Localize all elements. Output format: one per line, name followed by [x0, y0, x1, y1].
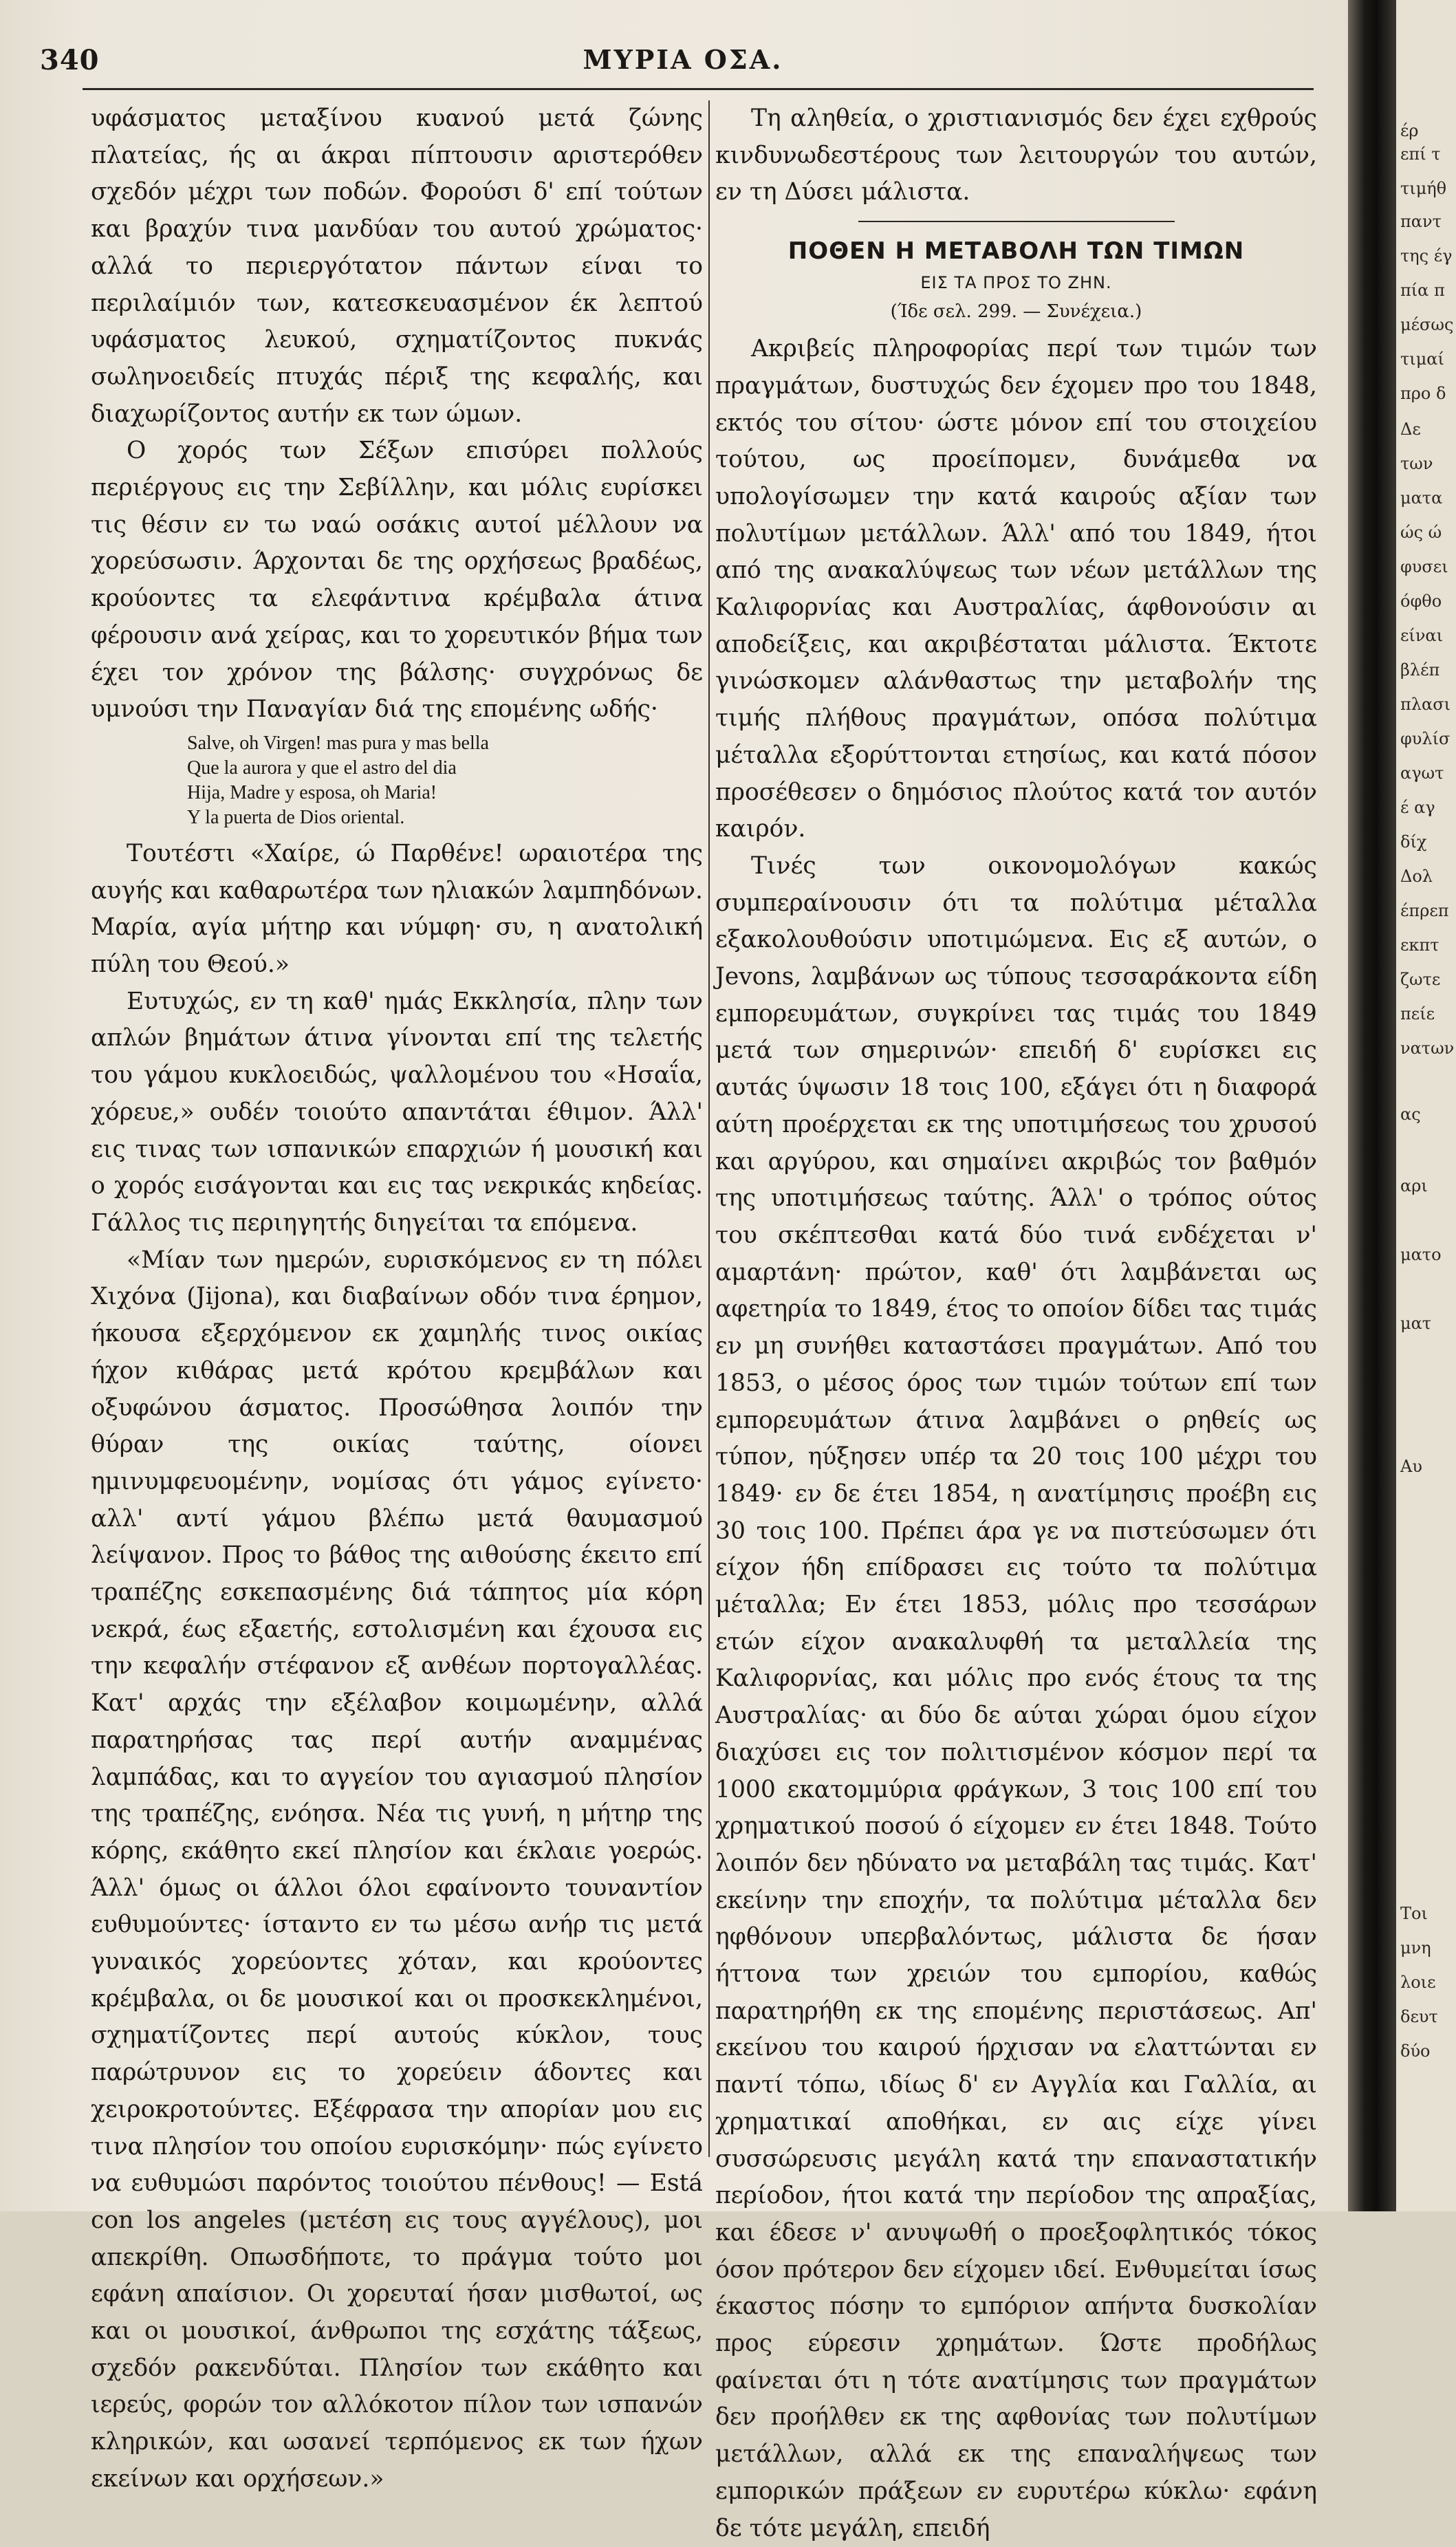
article-continuation-note: (Ίδε σελ. 299. — Συνέχεια.) — [890, 301, 1142, 323]
margin-fragment: τιμήθ — [1400, 179, 1447, 198]
left-column — [91, 100, 703, 2498]
header-rule — [83, 88, 1314, 90]
margin-fragment: φυλίσ — [1400, 729, 1450, 748]
margin-fragment: όφθο — [1400, 592, 1442, 611]
margin-fragment: ας — [1400, 1105, 1421, 1124]
page-number: 340 — [40, 44, 100, 76]
margin-fragment: πλασι — [1400, 695, 1450, 714]
paragraph: Τη αληθεία, ο χριστιανισμός δεν έχει εχθρούς κινδυνωδεστέρους των λειτουργών του αυτών, εν τη Δύσει μάλιστα. — [715, 105, 1317, 206]
margin-fragment: έ αγ — [1400, 798, 1435, 817]
margin-fragment: πείε — [1400, 1004, 1435, 1023]
margin-fragment: δευτ — [1400, 2007, 1438, 2026]
verse-line: Que la aurora y que el astro del dia — [187, 757, 457, 779]
margin-fragment: τιμαί — [1400, 349, 1444, 369]
article-title: ΠΟΘΕΝ Η ΜΕΤΑΒΟΛΗ ΤΩΝ ΤΙΜΩΝ — [787, 237, 1245, 265]
margin-fragment: έρ — [1400, 121, 1419, 140]
margin-fragment: ματα — [1400, 488, 1443, 508]
margin-fragment: ώς ώ — [1400, 523, 1442, 542]
paragraph: «Μίαν των ημερών, ευρισκόμενος εν τη πόλει Χιχόνα (Jijona), και διαβαίνων οδόν τινα έρημον, ήκουσα εξερχόμενον εκ χαμηλής τινος οικίας ήχον κιθάρας μετά κρότου κρεμβάλων και οξυφώνου άσματος. Προσώθησα λοιπόν την θύραν της οικίας ταύτης, οίονει ημινυμφευομένην, νομίσας ότι γάμος εγίνετο· αλλ' αντί γάμου βλέπω μετά θαυμασμού λείψανον. Προς το βάθος της αιθούσης έκειτο επί τραπέζης εσκεπασμένης διά τάπητος μία κόρη νεκρά, έως εξαετής, εστολισμένη και έχουσα εις την κεφαλήν στέφανον εξ ανθέων πορτογαλλέας. Κατ' αρχάς την εξέλαβον κοιμωμένην, αλλά παρατηρήσας τας περί αυτήν αναμμένας λαμπάδας, και το αγγείον του αγιασμού πλησίον της τραπέζης, ενόησα. Νέα τις γυνή, η μήτηρ της κόρης, εκάθητο εκεί πλησίον και έκλαιε γοερώς. Άλλ' όμως οι άλλοι όλοι εφαίνοντο τουναντίον ευθυμούντες· ίσταντο εν τω μέσω ανήρ τις μετά γυναικός χορεύοντες χόταν, και κρούοντες κρέμβαλα, οι δε μουσικοί και οι προσκεκλημένοι, σχηματίζοντες περί αυτούς κύκλον, τους παρώτρυνον εις το χορεύειν άδοντες και χειροκροτούντες. Εξέφρασα την απορίαν μου εις τινα πλησίον του οποίου ευρισκόμην· πώς εγίνετο να ευθυμώσι παρόντος τοιούτου πένθους! — Está con los angeles (μετέση εις τους αγγέλους), μοι απεκρίθη. Οπωσδήποτε, το πράγμα τούτο μοι εφάνη απαίσιον. Οι χορευταί ήσαν μισθωτοί, ως και οι μουσικοί, άνθρωποι της εσχάτης τάξεως, σχεδόν ρακενδύται. Πλησίον των εκάθητο και ιερεύς, φορών τον αλλόκοτον πίλον των ισπανών κληρικών, και ωσανεί τερπόμενος εκ των ήχων εκείνων και ορχήσεων.» — [91, 1246, 703, 2493]
next-page-margin — [1396, 0, 1456, 2211]
margin-fragment: παντ — [1400, 212, 1442, 231]
margin-fragment: Δε — [1400, 420, 1421, 439]
margin-fragment: φυσει — [1400, 557, 1448, 576]
paragraph: Τινές των οικονομολόγων κακώς συμπεραίνουσιν ότι τα πολύτιμα μέταλλα εξακολουθούσιν υποτιμώμενα. Εις εξ αυτών, ο Jevons, λαμβάνων ως τύπους τεσσαράκοντα είδη εμπορευμάτων, συγκρίνει τας τιμάς του 1849 μετά των σημερινών· επειδή δ' ευρίσκει εις αυτάς ύψωσιν 18 τοις 100, εξάγει ότι η διαφορά αύτη προέρχεται εκ της υποτιμήσεως του χρυσού και αργύρου, και σημαίνει ακριβώς τον βαθμόν της υποτιμήσεως ταύτης. Άλλ' ο τρόπος ούτος του σκέπτεσθαι κατά δύο τινά ενδέχεται ν' αμαρτάνη· πρώτον, καθ' ότι λαμβάνεται ως αφετηρία το 1849, έτος το οποίον δίδει τας τιμάς εν μη συνήθει καταστάσει πραγμάτων. Από του 1853, ο μέσος όρος των τιμών τούτων επί των εμπορευμάτων άτινα λαμβάνει ο ρηθείς ως τύπον, ηύξησεν υπέρ τα 20 τοις 100 μέχρι του 1849· εν δε έτει 1854, η ανατίμησις προέβη εις 30 τοις 100. Πρέπει άρα γε να πιστεύσωμεν ότι είχον ήδη επίδρασει εις τούτο τα πολύτιμα μέταλλα; Εν έτει 1853, μόλις προ τεσσάρων ετών είχον ανακαλυφθή τα μεταλλεία της Καλιφορνίας, και μόλις προ ενός έτους τα της Αυστραλίας· αι δύο δε αύται χώραι όμου είχον διαχύσει εις τον πολιτισμένον κόσμον περί τα 1000 εκατομμύρια φράγκων, 3 τοις 100 επί του χρηματικού ποσού ό είχομεν εν έτει 1848. Τούτο λοιπόν δεν ηδύνατο να μεταβάλη τας τιμάς. Κατ' εκείνην την εποχήν, τα πολύτιμα μέταλλα δεν ηφθόνουν υπερβαλόντως, μάλιστα δε ήσαν ήττονα των χρειών του εμπορίου, καθώς παρατηρήθη εκ της επομένης περιστάσεως. Απ' εκείνου του καιρού ήρχισαν να ελαττώνται εν παντί τόπω, ιδίως δ' εν Αγγλία και Γαλλία, αι χρηματικαί αποθήκαι, εν αις είχε γίνει συσσώρευσις μεγάλη κατά την επαναστατικήν περίοδον, ήτοι κατά την περίοδον της απραξίας, και έδεσε ν' ανυψωθή ο προεξοφλητικός τόκος όσον πρότερον δεν είχομεν ιδεί. Ενθυμείται ίσως έκαστος πόσην το εμπόριον απήντα δυσκολίαν προς εύρεσιν χρημάτων. Ώστε προδήλως φαίνεται ότι η τότε ανατίμησις των πραγμάτων δεν προήλθεν εκ της αφθονίας των πολυτίμων μετάλλων, αλλά εκ της επαναλήψεως των εμπορικών πράξεων εν ευρυτέρω κύκλω· εφάνη δε τότε μεγάλη, επειδή — [715, 852, 1317, 2542]
margin-fragment: δύο — [1400, 2041, 1431, 2061]
article-subtitle: ΕΙΣ ΤΑ ΠΡΟΣ ΤΟ ΖΗΝ. — [920, 273, 1112, 293]
running-title: ΜΥΡΙΑ ΟΣΑ. — [583, 44, 783, 75]
margin-fragment: είναι — [1400, 626, 1444, 645]
right-column — [715, 100, 1317, 2547]
margin-fragment: Δολ — [1400, 867, 1433, 886]
verse-line: Y la puerta de Dios oriental. — [187, 806, 405, 828]
verse-line: Salve, oh Virgen! mas pura y mas bella — [187, 732, 489, 754]
paragraph: Τουτέστι «Χαίρε, ώ Παρθένε! ωραιοτέρα της αυγής και καθαρωτέρα των ηλιακών λαμπηδόνων. Μαρία, αγία μήτηρ και νύμφη· συ, η ανατολική πύλη του Θεού.» — [91, 839, 703, 979]
margin-fragment: βλέπ — [1400, 660, 1440, 680]
paragraph: Ευτυχώς, εν τη καθ' ημάς Εκκλησία, πλην των απλών βημάτων άτινα γίνονται επί της τελετής του γάμου κυκλοειδώς, ψαλλομένου του «Ησαΐα, χόρευε,» ουδέν τοιούτο απαντάται έθιμον. Άλλ' εις τινας των ισπανικών επαρχιών ή μουσική και ο χορός εισάγονται και εις τας νεκρικάς κηδείας. Γάλλος τις περιηγητής διηγείται τα επόμενα. — [91, 987, 703, 1237]
margin-fragment: ματ — [1400, 1314, 1432, 1333]
margin-fragment: νατων — [1400, 1039, 1455, 1058]
margin-fragment: μέσως — [1400, 315, 1454, 334]
paragraph: Ακριβείς πληροφορίας περί των τιμών των πραγμάτων, δυστυχώς δεν έχομεν προ του 1848, εκτός του σίτου· ώστε μόνον επί του στοιχείου τούτου, ως προείπομεν, δυνάμεθα να υπολογίσωμεν την κατά καιρούς αξίαν των πολυτίμων μετάλλων. Άλλ' από του 1849, ήτοι από της ανακαλύψεως των νέων μετάλλων της Καλιφορνίας και Αυστραλίας, άφθονούσιν αι αποδείξεις, και ακριβέσταται μάλιστα. Έκτοτε γινώσκομεν αλάνθαστως την μεταβολήν της τιμής πλήθους πραγμάτων, οπόσα πολύτιμα μέταλλα εξορύττονται ετησίως, και κατά πόσον προσέθεσεν ο δημόσιος πλούτος κατά τον αυτόν καιρόν. — [715, 335, 1317, 843]
book-spine-shadow — [1348, 0, 1396, 2211]
margin-fragment: έπρεπ — [1400, 901, 1449, 920]
margin-fragment: ζωτε — [1400, 970, 1441, 989]
margin-fragment: ματο — [1400, 1245, 1442, 1264]
margin-fragment: εκπτ — [1400, 935, 1439, 955]
spanish-verse — [187, 731, 703, 830]
margin-fragment: πία π — [1400, 281, 1445, 300]
column-divider — [708, 100, 710, 2157]
page-header — [40, 36, 1326, 77]
paragraph: υφάσματος μεταξίνου κυανού μετά ζώνης πλατείας, ής αι άκραι πίπτουσιν αριστερόθεν σχεδόν μέχρι των ποδών. Φορούσι δ' επί τούτων και βραχύν τινα μανδύαν του αυτού χρώματος· αλλά το περιεργότατον πάντων είναι το περιλαίμιόν των, κατεσκευασμένον έκ λεπτού υφάσματος λευκού, σχηματίζοντος πυκνάς σωληνοειδείς πτυχάς πέριξ της κεφαλής, και διαχωρίζοντος αυτήν εκ των ώμων. — [91, 105, 703, 428]
margin-fragment: επί τ — [1400, 144, 1441, 164]
verse-line: Hija, Madre y esposa, oh Maria! — [187, 781, 437, 803]
margin-fragment: αρι — [1400, 1176, 1428, 1195]
margin-fragment: Αυ — [1400, 1457, 1422, 1476]
margin-fragment: μνη — [1400, 1938, 1431, 1958]
margin-fragment: Τοι — [1400, 1904, 1428, 1923]
margin-fragment: αγωτ — [1400, 763, 1444, 783]
section-rule — [858, 221, 1175, 222]
margin-fragment: προ δ — [1400, 384, 1446, 403]
paragraph: Ο χορός των Σέξων επισύρει πολλούς περιέργους εις την Σεβίλλην, και μόλις ευρίσκει τις θέσιν εν τω ναώ οσάκις αυτοί μέλλουν να χορεύσωσιν. Άρχονται δε της ορχήσεως βραδέως, κρούοντες τα ελεφάντινα κρέμβαλα άτινα φέρουσιν ανά χείρας, και το χορευτικόν βήμα των έχει τον χρόνον της βάλσης· συγχρόνως δε υμνούσι την Παναγίαν διά της επομένης ωδής· — [91, 437, 703, 724]
margin-fragment: λοιε — [1400, 1973, 1436, 1992]
margin-fragment: των — [1400, 454, 1433, 473]
margin-fragment: δίχ — [1400, 832, 1427, 852]
margin-fragment: της έγ — [1400, 246, 1453, 265]
